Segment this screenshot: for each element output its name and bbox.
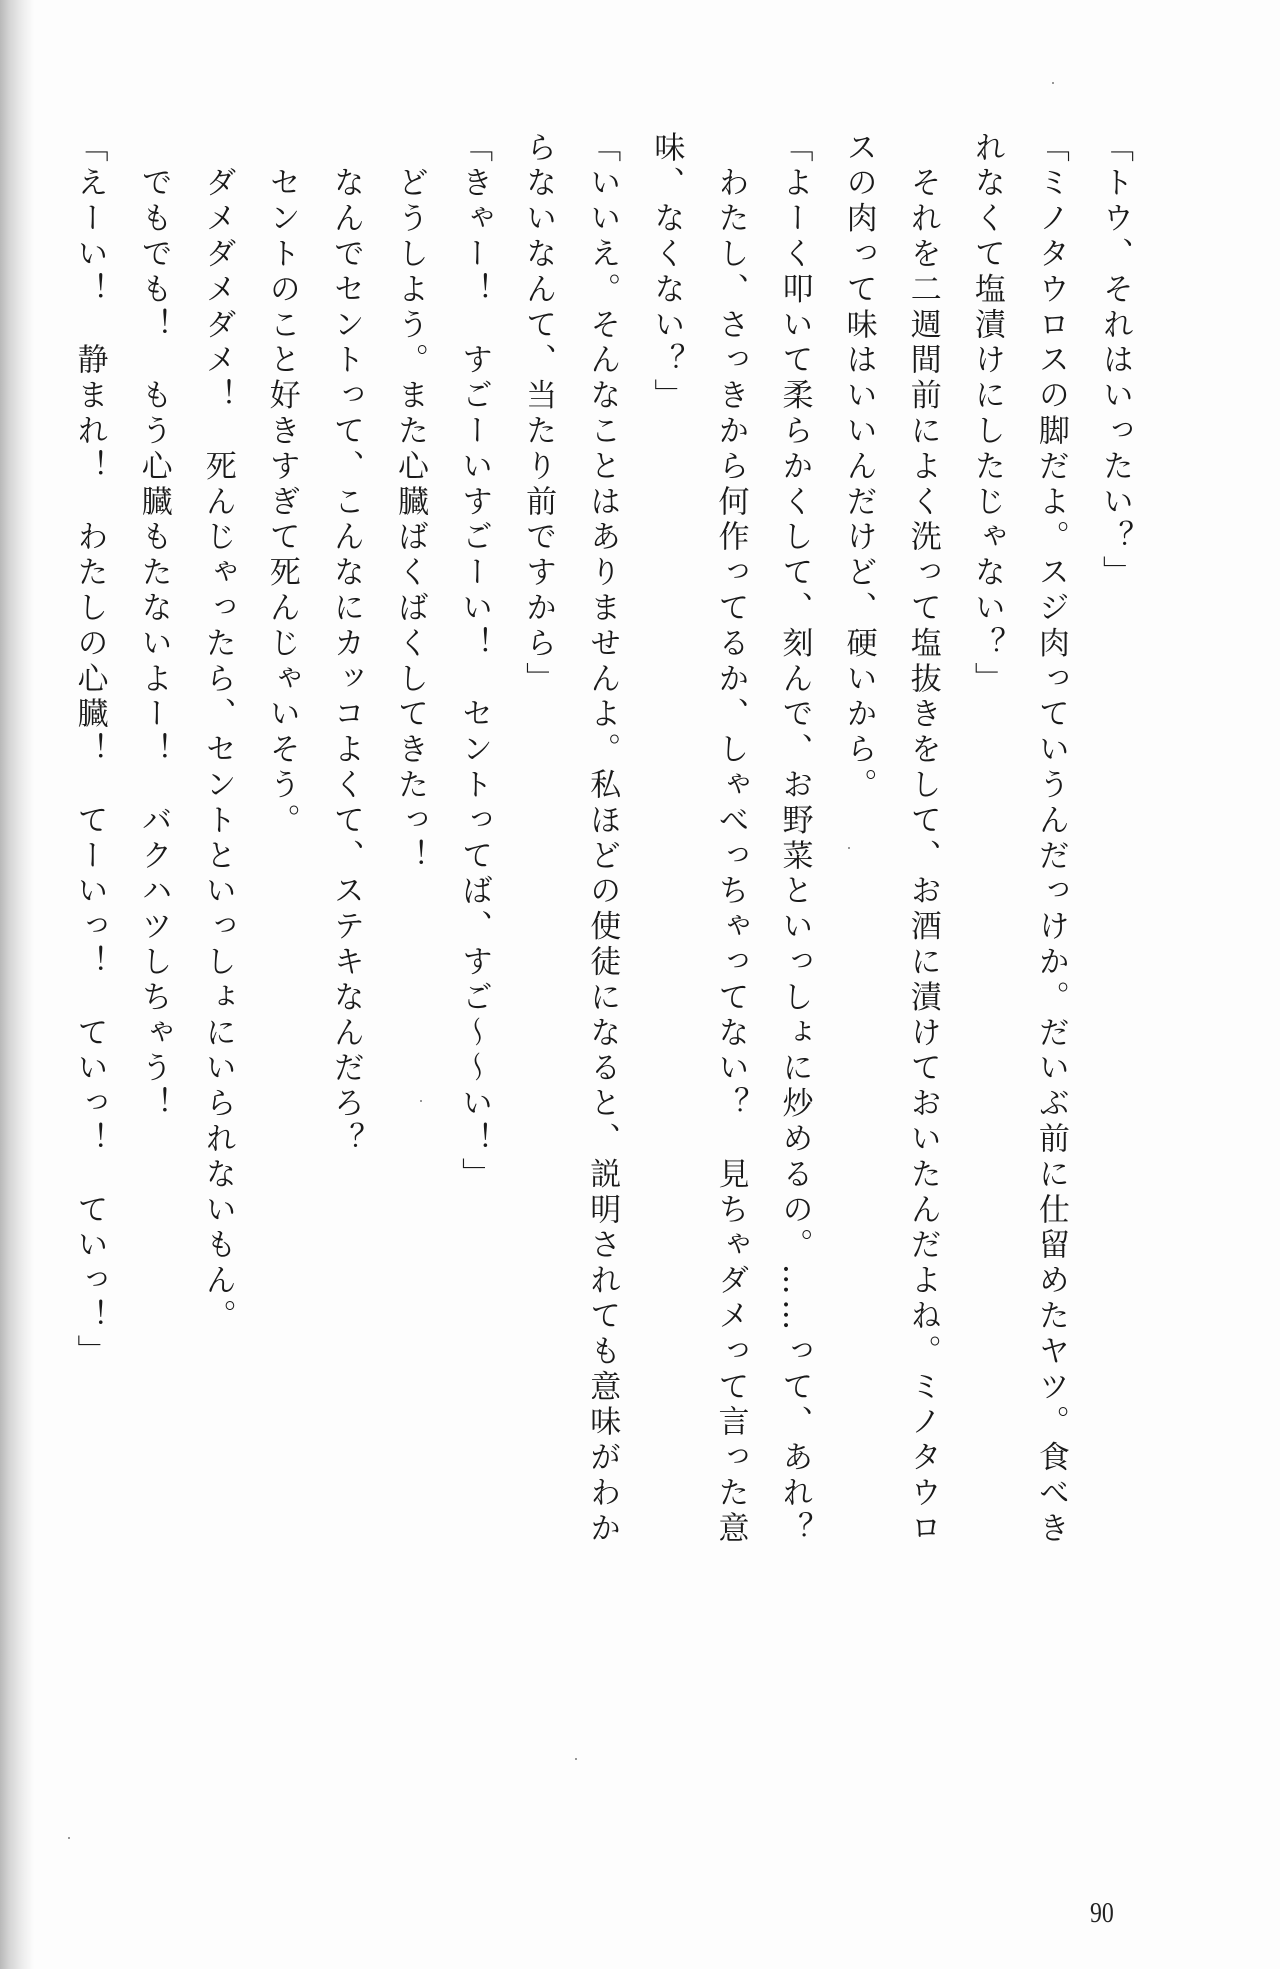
text-line: 「きゃー！ すごーいすごーい！ セントってば、すご～～い！」 (456, 131, 493, 1193)
text-line: らないなんて、当たり前ですから」 (520, 131, 557, 698)
text-line: スの肉って味はいいんだけど、硬いから。 (840, 131, 877, 804)
text-line: れなくて塩漬けにしたじゃない？」 (968, 131, 1005, 698)
scan-binding-shadow (0, 0, 34, 1969)
text-line: 「いいえ。そんなことはありませんよ。私ほどの使徒になると、説明されても意味がわか (584, 131, 621, 1547)
scan-speck (848, 847, 850, 849)
scan-speck (68, 1837, 70, 1839)
vertical-text-body (57, 131, 1147, 1661)
text-line: なんでセントって、こんなにカッコよくて、ステキなんだろ？ (327, 131, 364, 1158)
text-line: 「ミノタウロスの脚だよ。スジ肉っていうんだっけか。だいぶ前に仕留めたヤツ。食べき (1032, 131, 1069, 1547)
page-number: 90 (1090, 1898, 1114, 1929)
text-line: どうしよう。また心臓ばくばくしてきたっ！ (391, 131, 428, 875)
text-line: ダメダメダメ！ 死んじゃったら、セントといっしょにいられないもん。 (199, 131, 236, 1335)
text-line: わたし、さっきから何作ってるか、しゃべっちゃってない？ 見ちゃダメって言った意 (712, 131, 749, 1547)
text-line: セントのこと好きすぎて死んじゃいそう。 (263, 131, 300, 839)
text-line: それを二週間前によく洗って塩抜きをして、お酒に漬けておいたんだよね。ミノタウロ (904, 131, 941, 1547)
scan-speck (1052, 82, 1054, 84)
scan-speck (420, 1100, 422, 1102)
text-line: 「よーく叩いて柔らかくして、刻んで、お野菜といっしょに炒めるの。……って、あれ？ (776, 131, 813, 1547)
text-line: でもでも！ もう心臓もたないよー！ バクハツしちゃう！ (135, 131, 172, 1123)
scan-speck (575, 1758, 577, 1760)
text-line: 「えーい！ 静まれ！ わたしの心臓！ てーいっ！ ていっ！ ていっ！」 (71, 131, 108, 1370)
text-line: 「トウ、それはいったい？」 (1097, 131, 1133, 592)
text-line: 味、なくない？」 (648, 131, 685, 415)
